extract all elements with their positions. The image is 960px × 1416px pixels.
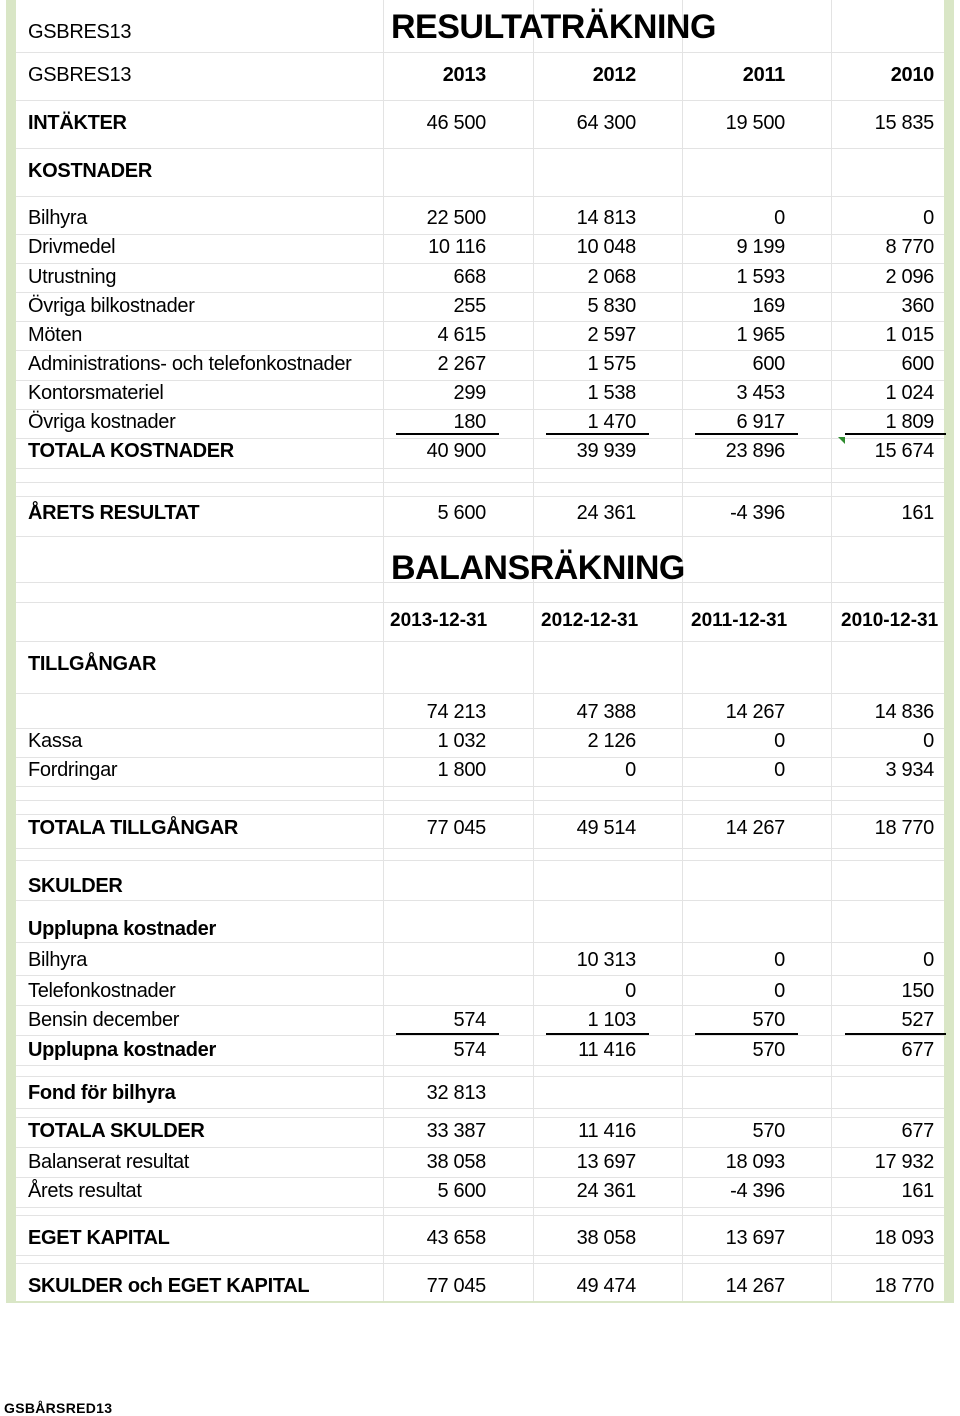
cell-value: 6 917 [736, 410, 785, 433]
tillgangar-heading-row[interactable] [16, 648, 944, 680]
cell-value: 360 [901, 294, 934, 317]
underline [396, 433, 499, 435]
cell-value: 0 [923, 206, 934, 229]
cell-value: 677 [901, 1119, 934, 1142]
date-2012: 2012-12-31 [541, 610, 639, 631]
row-label: Övriga kostnader [28, 410, 176, 433]
cell-value: 0 [923, 729, 934, 752]
cell-value: 299 [453, 381, 486, 404]
gridline-row [16, 1076, 944, 1077]
cell-value: 169 [752, 294, 785, 317]
cell-value: 9 199 [736, 235, 785, 258]
gridline-row [16, 1215, 944, 1216]
gridline-row [16, 641, 944, 642]
cell-value: 24 361 [576, 1179, 636, 1202]
row-label: Kassa [28, 729, 83, 752]
gridline-row [16, 1065, 944, 1066]
table-row[interactable] [16, 203, 944, 233]
underline [695, 433, 798, 435]
gridline-row [16, 468, 944, 469]
cell-value: 10 116 [428, 235, 486, 258]
cell-value: 2 126 [587, 729, 636, 752]
upplupna-heading-row[interactable] [16, 914, 944, 944]
cell-value: 10 313 [576, 948, 636, 971]
gridline-row [16, 52, 944, 53]
cell-value: 180 [453, 410, 486, 433]
row-label: INTÄKTER [28, 111, 127, 134]
cell-value: 15 835 [874, 111, 934, 134]
cell-value: 11 416 [578, 1119, 636, 1142]
cell-value: 0 [774, 979, 785, 1002]
cell-value: -4 396 [730, 501, 785, 524]
cell-value: 1 015 [885, 323, 934, 346]
row-label: TILLGÅNGAR [28, 652, 157, 675]
row-label: Årets resultat [28, 1179, 142, 1202]
cell-value: 2 068 [587, 265, 636, 288]
cell-value: 46 500 [426, 111, 486, 134]
cell-value: 0 [625, 758, 636, 781]
cell-value: 1 800 [437, 758, 486, 781]
row-label: Balanserat resultat [28, 1150, 190, 1173]
row-label: Drivmedel [28, 235, 116, 258]
cell-value: 255 [453, 294, 486, 317]
row-label: Bilhyra [28, 948, 88, 971]
cell-value: 0 [774, 758, 785, 781]
gridline-row [16, 848, 944, 849]
cell-value: 1 103 [587, 1008, 636, 1031]
cell-value: 1 032 [437, 729, 486, 752]
cell-value: 527 [901, 1008, 934, 1031]
table-row[interactable] [16, 755, 944, 785]
cell-value: 18 093 [874, 1226, 934, 1249]
year-2011: 2011 [742, 63, 785, 86]
row-label: Utrustning [28, 265, 117, 288]
cell-value: 1 470 [587, 410, 636, 433]
cell-value: 1 575 [587, 352, 636, 375]
upplupna-total-row[interactable] [16, 1035, 944, 1065]
cell-value: 24 361 [576, 501, 636, 524]
gridline-row [16, 1108, 944, 1109]
cell-value: 668 [453, 265, 486, 288]
cell-value: 13 697 [576, 1150, 636, 1173]
date-2013: 2013-12-31 [390, 610, 488, 631]
cell-value: 47 388 [576, 700, 636, 723]
cell-value: 4 615 [437, 323, 486, 346]
cell-value: 18 093 [725, 1150, 785, 1173]
underline [546, 433, 649, 435]
footer-code: GSBÅRSRED13 [4, 1400, 113, 1416]
cell-value: 600 [752, 352, 785, 375]
gridline-row [16, 800, 944, 801]
table-row[interactable] [16, 976, 944, 1006]
cell-value: 1 593 [736, 265, 785, 288]
cell-value: 570 [752, 1008, 785, 1031]
gridline-row [16, 786, 944, 787]
eget-kapital-row[interactable] [16, 1222, 944, 1254]
cell-value: 49 474 [576, 1274, 636, 1297]
fond-row[interactable] [16, 1078, 944, 1108]
cell-value: 14 836 [874, 700, 934, 723]
cell-value: 74 213 [426, 700, 486, 723]
kostnader-heading-row[interactable] [16, 154, 944, 188]
cell-value: 1 965 [736, 323, 785, 346]
cell-value: 0 [923, 948, 934, 971]
gridline-row [16, 602, 944, 603]
row-label: SKULDER och EGET KAPITAL [28, 1274, 310, 1297]
cell-value: 13 697 [725, 1226, 785, 1249]
gridline-row [16, 860, 944, 861]
gridline-row [16, 482, 944, 483]
cell-value: 5 830 [587, 294, 636, 317]
table-row[interactable] [16, 291, 944, 321]
row-label: Upplupna kostnader [28, 1038, 216, 1061]
table-row[interactable] [16, 320, 944, 350]
year-2013: 2013 [442, 63, 486, 86]
row-label: Administrations- och telefonkostnader [28, 352, 352, 375]
skulder-och-eget-kapital-row[interactable] [16, 1270, 944, 1302]
table-row[interactable] [16, 697, 944, 727]
row-label: Telefonkostnader [28, 979, 176, 1002]
table-row[interactable] [16, 726, 944, 756]
intakter-row[interactable] [16, 106, 944, 140]
cell-value: -4 396 [730, 1179, 785, 1202]
row-label: Bilhyra [28, 206, 88, 229]
cell-value: 15 674 [874, 439, 934, 462]
cell-value: 40 900 [426, 439, 486, 462]
table-row[interactable] [16, 349, 944, 379]
row-label: TOTALA KOSTNADER [28, 439, 234, 462]
row-label: EGET KAPITAL [28, 1226, 170, 1249]
cell-value: 3 453 [736, 381, 785, 404]
cell-value: 17 932 [874, 1150, 934, 1173]
row-label: SKULDER [28, 874, 123, 897]
row-label: Fordringar [28, 758, 118, 781]
cell-value: 32 813 [426, 1081, 486, 1104]
table-row[interactable] [16, 378, 944, 408]
cell-value: 5 600 [437, 1179, 486, 1202]
cell-value: 14 267 [725, 700, 785, 723]
cell-value: 19 500 [725, 111, 785, 134]
cell-value: 2 096 [885, 265, 934, 288]
row-label: Upplupna kostnader [28, 917, 216, 940]
cell-value: 1 538 [587, 381, 636, 404]
year-header-row[interactable] [16, 58, 944, 92]
income-statement-title: RESULTATRÄKNING [391, 8, 716, 46]
gridline-row [16, 1263, 944, 1264]
gridline-row [16, 196, 944, 197]
cell-value: 38 058 [426, 1150, 486, 1173]
cell-value: 38 058 [576, 1226, 636, 1249]
gridline-row [16, 1255, 944, 1256]
cell-value: 77 045 [426, 1274, 486, 1297]
cell-value: 150 [901, 979, 934, 1002]
totala-kostnader-row[interactable] [16, 436, 944, 466]
cell-value: 574 [453, 1008, 486, 1031]
cell-value: 10 048 [576, 235, 636, 258]
cell-value: 0 [774, 729, 785, 752]
table-row[interactable] [16, 945, 944, 975]
row-label: Bensin december [28, 1008, 180, 1031]
cell-value: 43 658 [426, 1226, 486, 1249]
balance-sheet-title: BALANSRÄKNING [391, 549, 685, 587]
totala-skulder-row[interactable] [16, 1115, 944, 1147]
cell-value: 5 600 [437, 501, 486, 524]
sheet-code: GSBRES13 [28, 20, 132, 43]
balanserat-row[interactable] [16, 1147, 944, 1177]
header-label: GSBRES13 [28, 63, 132, 86]
row-label: Möten [28, 323, 83, 346]
cell-value: 49 514 [576, 816, 636, 839]
arets-resultat-balance-row[interactable] [16, 1176, 944, 1206]
row-label: Fond för bilhyra [28, 1081, 176, 1104]
gridline-row [16, 693, 944, 694]
gridline-row [16, 148, 944, 149]
cell-value: 14 267 [725, 816, 785, 839]
cell-value: 161 [901, 501, 934, 524]
table-row[interactable] [16, 1005, 944, 1035]
row-label: Kontorsmateriel [28, 381, 164, 404]
row-label: TOTALA TILLGÅNGAR [28, 816, 239, 839]
cell-value: 570 [752, 1119, 785, 1142]
cell-value: 77 045 [426, 816, 486, 839]
underline [845, 433, 946, 435]
cell-value: 18 770 [874, 1274, 934, 1297]
cell-value: 3 934 [885, 758, 934, 781]
gridline-row [16, 536, 944, 537]
row-label: KOSTNADER [28, 159, 152, 182]
cell-value: 0 [774, 206, 785, 229]
cell-value: 570 [752, 1038, 785, 1061]
row-label: TOTALA SKULDER [28, 1119, 205, 1142]
row-label: Övriga bilkostnader [28, 294, 195, 317]
cell-value: 22 500 [426, 206, 486, 229]
arets-resultat-row[interactable] [16, 496, 944, 530]
spreadsheet-frame [6, 0, 954, 1303]
cell-value: 18 770 [874, 816, 934, 839]
cell-value: 1 024 [885, 381, 934, 404]
cell-value: 14 813 [576, 206, 636, 229]
cell-value: 23 896 [725, 439, 785, 462]
cell-value: 600 [901, 352, 934, 375]
cell-value: 39 939 [576, 439, 636, 462]
skulder-heading-row[interactable] [16, 870, 944, 902]
gridline-row [16, 1207, 944, 1208]
year-2010: 2010 [890, 63, 934, 86]
table-row[interactable] [16, 232, 944, 262]
cell-value: 0 [625, 979, 636, 1002]
cell-value: 11 416 [578, 1038, 636, 1061]
cell-value: 33 387 [426, 1119, 486, 1142]
year-2012: 2012 [592, 63, 636, 86]
cell-value: 8 770 [885, 235, 934, 258]
date-2010: 2010-12-31 [841, 610, 939, 631]
cell-value: 2 597 [587, 323, 636, 346]
spreadsheet-grid [16, 0, 944, 1301]
table-row[interactable] [16, 262, 944, 292]
cell-value: 161 [901, 1179, 934, 1202]
cell-value: 0 [774, 948, 785, 971]
row-label: ÅRETS RESULTAT [28, 501, 200, 524]
cell-value: 2 267 [437, 352, 486, 375]
totala-tillgangar-row[interactable] [16, 812, 944, 844]
cell-value: 1 809 [885, 410, 934, 433]
cell-value: 14 267 [725, 1274, 785, 1297]
cell-value: 574 [453, 1038, 486, 1061]
cell-value: 64 300 [576, 111, 636, 134]
cell-value: 677 [901, 1038, 934, 1061]
gridline-row [16, 100, 944, 101]
date-2011: 2011-12-31 [691, 610, 788, 631]
